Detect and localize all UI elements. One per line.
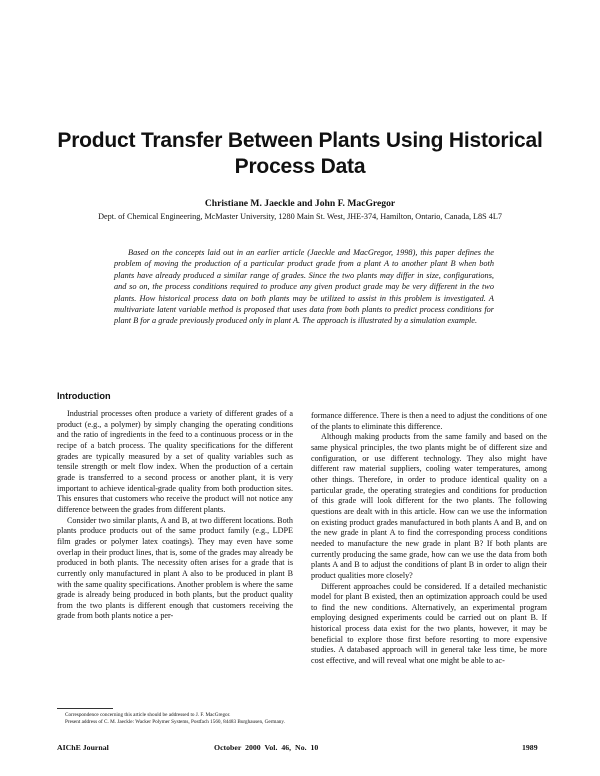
article-title: Product Transfer Between Plants Using Historical Process Data [57, 129, 543, 178]
body-column-left [57, 409, 293, 622]
footnote-address: Present address of C. M. Jaeckle: Wacker Polymer Systems, Postfach 1560, 84483 Burghausen, Germany. [65, 719, 285, 725]
body-paragraph: Different approaches could be considered. If a detailed mechanistic model for plant B existed, then an optimization approach could be used to find the new conditions. Alternatively, an experimental program employing designed experiments could be carried out on plant B. If historical process data exist for the two plants, however, it may be beneficial to explore those first before resorting to more expensive studies. A databased approach will in general take less time, be more cost effective, and will reveal what one might be able to ac- [311, 581, 547, 666]
body-column-right [311, 411, 547, 667]
section-heading-introduction: Introduction [57, 391, 111, 401]
body-paragraph: formance difference. There is then a need to adjust the conditions of one of the plants to eliminate this difference. [311, 411, 547, 431]
footer-page-number: 1989 [522, 743, 538, 752]
footer-issue-info: October 2000 Vol. 46, No. 10 [214, 743, 319, 752]
footnote-correspondence: Correspondence concerning this article should be addressed to J. F. MacGregor. [65, 712, 231, 718]
body-paragraph: Although making products from the same family and based on the same physical principles, the two plants might be of different size and configuration, or use different technology. They also might have different raw material suppliers, cooling water temperatures, among other things. Therefore, in order to produce identical quality on a particular grade, the operating strategies and conditions for production of this grade will look different for the two plants. The following questions are dealt with in this article. How can we use the information on existing product grades manufactured in both plants A and B, and on the new grade in plant A to find the corresponding process conditions needed to manufacture the new grade in plant B? If both plants are currently producing the same grade, how can we use the data from both plants A and B to adjust the conditions of plant B in order to align their product qualities more closely? [311, 432, 547, 580]
abstract: Based on the concepts laid out in an earlier article (Jaeckle and MacGregor, 1998), this paper defines the problem of moving the production of a particular product grade from a plant A to another plant B when both plants have already produced a similar range of grades. Since the two plants may differ in size, configurations, and so on, the process conditions required to produce any given product grade may be very different in the two plants. How historical process data on both plants may be utilized to assist in this problem is investigated. A multivariate latent variable method is proposed that uses data from both plants to predict process conditions for plant B for a grade previously produced only in plant A. The approach is illustrated by a simulation example. [114, 248, 494, 326]
author-list: Christiane M. Jaeckle and John F. MacGregor [204, 198, 396, 209]
author-affiliation: Dept. of Chemical Engineering, McMaster University, 1280 Main St. West, JHE-374, Hamilton, Ontario, Canada, L8S 4L7 [98, 212, 502, 221]
footer-journal-name: AIChE Journal [57, 743, 109, 752]
footnote-divider [57, 708, 113, 709]
body-paragraph: Consider two similar plants, A and B, at two different locations. Both plants produce products out of the same product family (e.g., LDPE film grades or polymer latex coatings). They may even have some overlap in their product lines, that is, some of the grades may already be produced in both plants. The necessity often arises for a grade that is currently only manufactured in plant A also to be produced in plant B with the same quality specifications. Another problem is where the same grade is already being produced in both plants, but the product quality from the two plants is different enough that customers receiving the grade from both plants notice a per- [57, 515, 293, 621]
footnote [57, 712, 293, 726]
body-paragraph: Industrial processes often produce a variety of different grades of a product (e.g., a polymer) by simply changing the operating conditions and the ratio of ingredients in the feed to a continuous process or in the recipe of a batch process. The quality specifications for the different grades are typically measured by a set of quality variables such as tensile strength or melt flow index. When the production of a certain grade is transferred to a second process or another plant, it is very important to achieve identical-grade quality from both production sites. This ensures that customers who receive the product will not notice any difference between the grades from different plants. [57, 409, 293, 514]
